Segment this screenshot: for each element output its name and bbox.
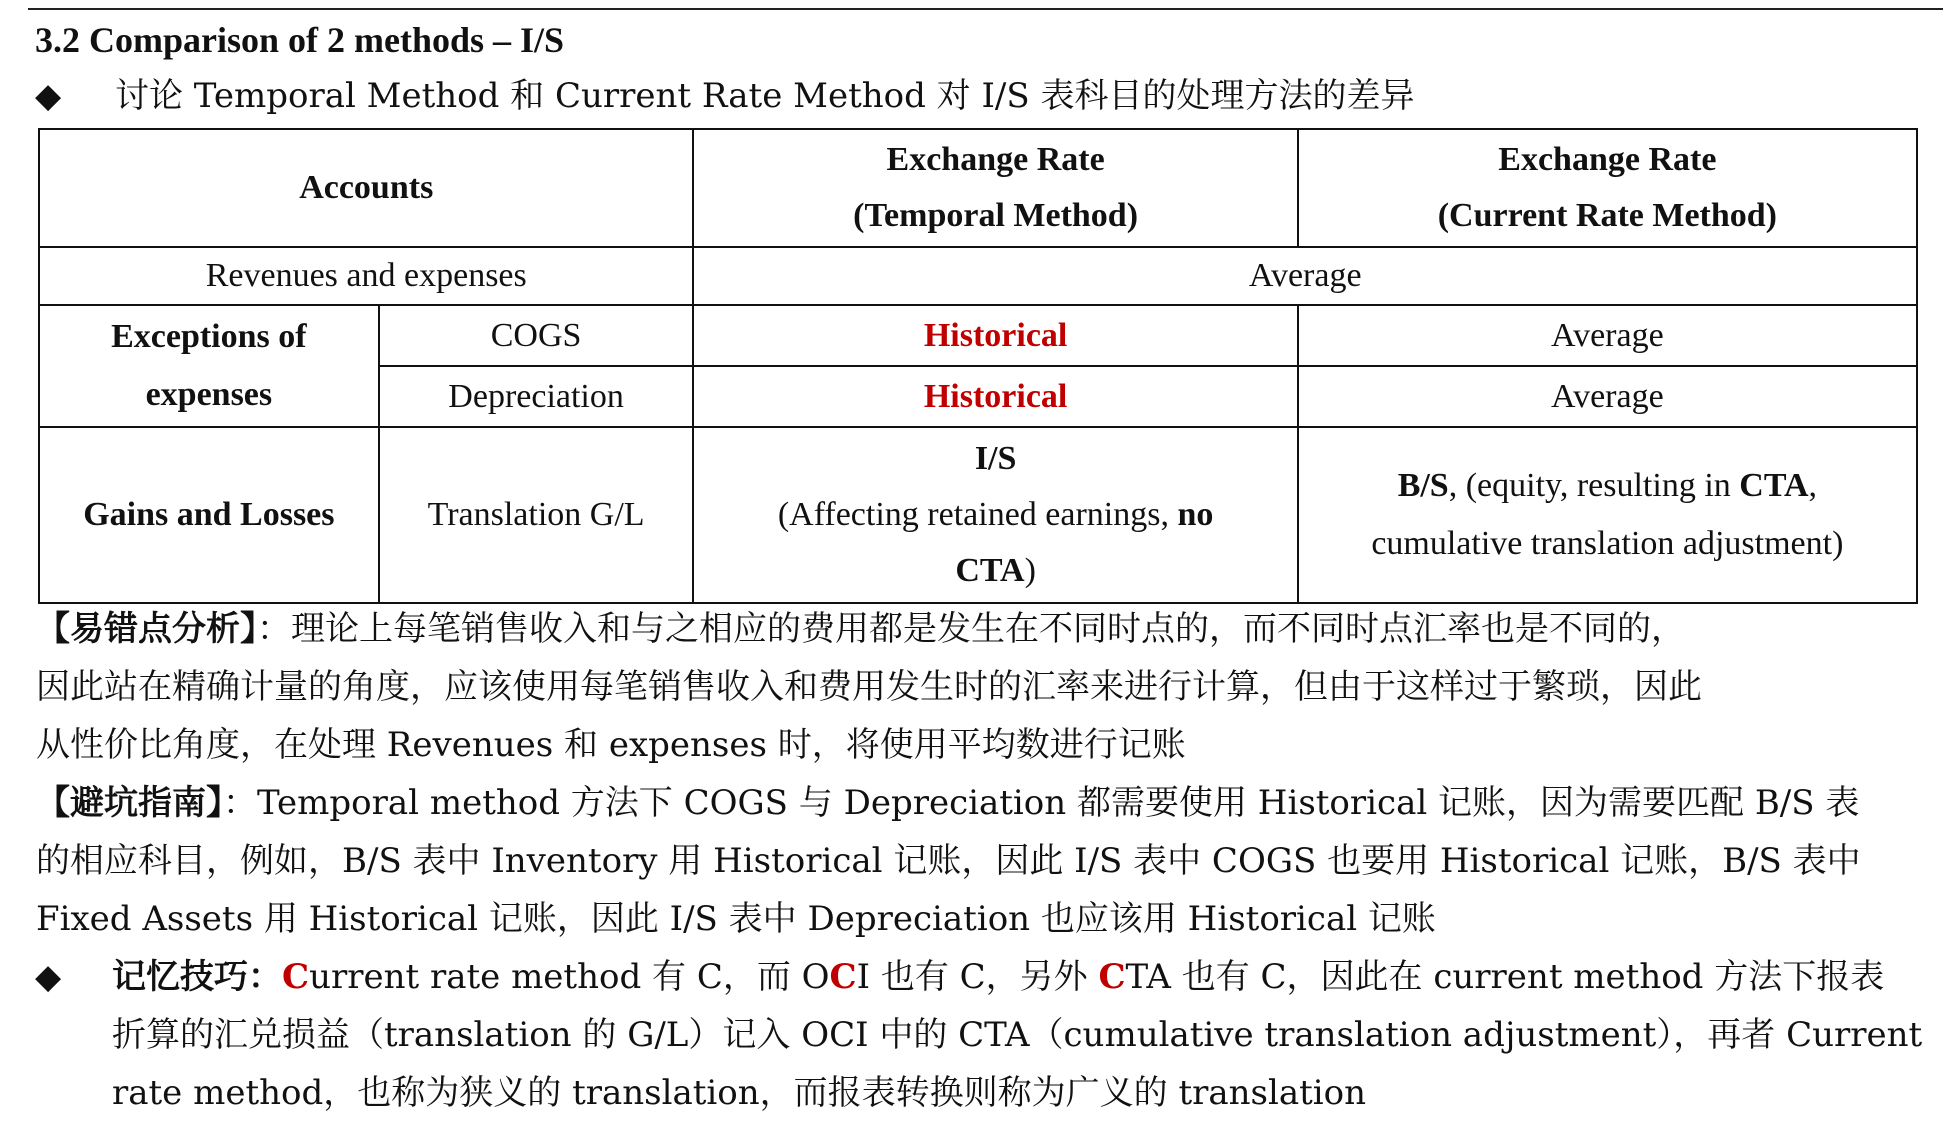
gains-current-text: , (equity, resulting in <box>1448 467 1740 504</box>
exceptions-label <box>39 305 379 427</box>
memory-c2: C <box>829 957 857 997</box>
intro-line <box>35 72 1414 120</box>
memory-diamond-bullet-icon: ◆ <box>35 957 62 997</box>
gains-label: Gains and Losses <box>39 427 379 603</box>
guide-line2: 的相应科目，例如，B/S 表中 Inventory 用 Historical 记账，因此 I/S 表中 COGS 也要用 Historical 记账，B/S 表中 <box>36 841 1861 881</box>
gains-current-cta: CTA <box>1739 467 1809 504</box>
header-accounts: Accounts <box>39 129 693 247</box>
mistakes-line1 <box>36 600 1926 658</box>
gains-temporal-line1: I/S <box>974 440 1017 477</box>
rev-exp-rate: Average <box>693 247 1917 305</box>
gains-current-line2: cumulative translation adjustment) <box>1371 525 1844 562</box>
cogs-current-rate: Average <box>1298 305 1917 366</box>
gains-temporal-line2-text: (Affecting retained earnings, <box>777 496 1178 533</box>
intro-text: 讨论 Temporal Method 和 Current Rate Method 对 I/S 表科目的处理方法的差异 <box>115 76 1415 116</box>
memory-t1: urrent rate method 有 C，而 O <box>309 957 830 997</box>
exceptions-label-line1: Exceptions of <box>111 318 307 355</box>
header-temporal <box>693 129 1297 247</box>
header-current-line1: Exchange Rate <box>1498 141 1717 178</box>
guide-line1 <box>36 774 1926 832</box>
memory-t2: I 也有 C，另外 <box>856 957 1099 997</box>
memory-line3: rate method，也称为狭义的 translation，而报表转换则称为广义的 translation <box>112 1073 1367 1113</box>
diamond-bullet-icon: ◆ <box>35 76 62 116</box>
mistakes-line2: 因此站在精确计量的角度，应该使用每笔销售收入和费用发生时的汇率来进行计算，但由于这样过于繁琐，因此 <box>36 667 1702 707</box>
header-row <box>39 129 1917 247</box>
depreciation-item: Depreciation <box>379 366 694 427</box>
cogs-item: COGS <box>379 305 694 366</box>
gains-temporal-line2 <box>700 487 1290 543</box>
gains-current <box>1298 427 1917 603</box>
gains-current-line1 <box>1305 457 1910 515</box>
gains-current-comma: , <box>1808 467 1818 504</box>
mistakes-line3: 从性价比角度，在处理 Revenues 和 expenses 时，将使用平均数进行记账 <box>36 725 1186 765</box>
cogs-temporal-rate: Historical <box>693 305 1297 366</box>
mistakes-paragraph <box>36 600 1926 774</box>
gains-temporal-line3 <box>700 543 1290 599</box>
guide-label: 【避坑指南】 <box>36 783 223 823</box>
mistakes-label: 【易错点分析】 <box>36 609 257 649</box>
rev-exp-label: Revenues and expenses <box>39 247 693 305</box>
guide-line1-text: Temporal method 方法下 COGS 与 Depreciation 都需要使用 Historical 记账，因为需要匹配 B/S 表 <box>257 783 1860 823</box>
gains-current-bs: B/S <box>1397 467 1449 504</box>
gains-item: Translation G/L <box>379 427 694 603</box>
comparison-table <box>38 128 1918 604</box>
memory-label: 记忆技巧： <box>112 957 282 997</box>
header-current-line2: (Current Rate Method) <box>1437 197 1778 234</box>
table-row <box>39 427 1917 603</box>
memory-paragraph <box>112 948 1922 1122</box>
gains-temporal-close: ) <box>1024 552 1036 589</box>
section-heading: 3.2 Comparison of 2 methods – I/S <box>35 20 565 60</box>
memory-t3: TA 也有 C，因此在 current method 方法下报表 <box>1125 957 1885 997</box>
memory-line1 <box>112 948 1922 1006</box>
header-current <box>1298 129 1917 247</box>
mistakes-colon: ： <box>257 609 291 649</box>
memory-line2: 折算的汇兑损益（translation 的 G/L）记入 OCI 中的 CTA（cumulative translation adjustment），再者 Current <box>112 1015 1923 1055</box>
mistakes-line1-text: 理论上每笔销售收入和与之相应的费用都是发生在不同时点的，而不同时点汇率也是不同的， <box>291 609 1685 649</box>
gains-temporal <box>693 427 1297 603</box>
gains-temporal-no: no <box>1177 496 1214 533</box>
depreciation-temporal-rate: Historical <box>693 366 1297 427</box>
guide-paragraph <box>36 774 1926 948</box>
memory-c3: C <box>1098 957 1126 997</box>
guide-colon: ： <box>223 783 257 823</box>
depreciation-current-rate: Average <box>1298 366 1917 427</box>
header-temporal-line1: Exchange Rate <box>886 141 1105 178</box>
top-rule <box>28 8 1943 10</box>
table-row <box>39 247 1917 305</box>
header-temporal-line2: (Temporal Method) <box>853 197 1139 234</box>
guide-line3: Fixed Assets 用 Historical 记账，因此 I/S 表中 Depreciation 也应该用 Historical 记账 <box>36 899 1436 939</box>
exceptions-label-line2: expenses <box>145 376 273 413</box>
table-row <box>39 305 1917 366</box>
memory-c1: C <box>282 957 310 997</box>
gains-temporal-cta: CTA <box>955 552 1025 589</box>
